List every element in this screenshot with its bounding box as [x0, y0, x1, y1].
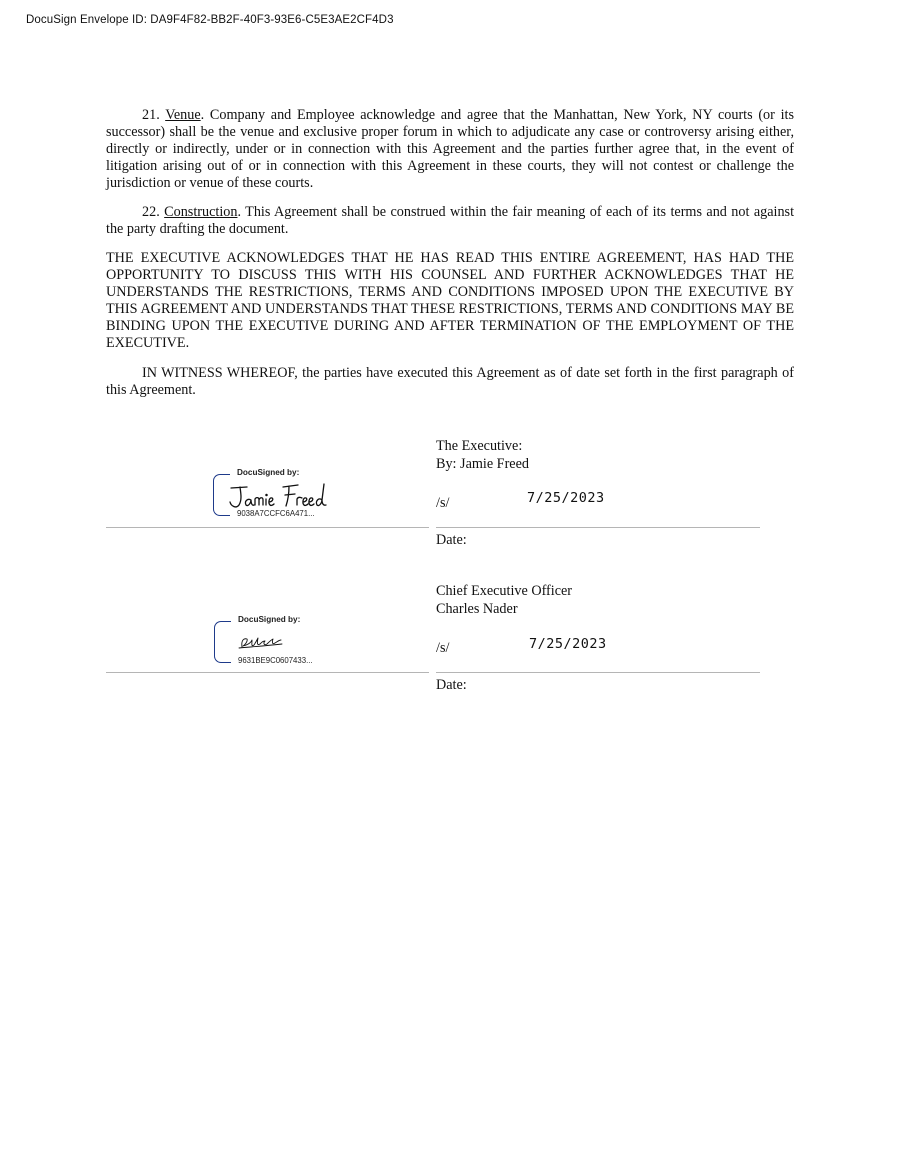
- ceo-date-label: Date:: [436, 677, 467, 693]
- executive-signature-line: [106, 527, 429, 528]
- ceo-date-value: 7/25/2023: [529, 636, 607, 652]
- executive-date-label: Date:: [436, 532, 467, 548]
- acknowledgment-text: THE EXECUTIVE ACKNOWLEDGES THAT HE HAS READ THIS ENTIRE AGREEMENT, HAS HAD THE OPPORTUNITY TO DISCUSS THIS WITH HIS COUNSEL AND FURTHER ACKNOWLEDGES THAT HE UNDERSTANDS THE RESTRICTIONS, TERMS AND CONDITIONS IMPOSED UPON THE EXECUTIVE BY THIS AGREEMENT AND UNDERSTANDS THAT THESE RESTRICTIONS, TERMS AND CONDITIONS MAY BE BINDING UPON THE EXECUTIVE DURING AND AFTER TERMINATION OF THE EMPLOYMENT OF THE EXECUTIVE.: [106, 250, 794, 351]
- envelope-id: DocuSign Envelope ID: DA9F4F82-BB2F-40F3-93E6-C5E3AE2CF4D3: [26, 14, 394, 26]
- section-22-heading: Construction: [164, 204, 238, 220]
- section-21-text: . Company and Employee acknowledge and agree that the Manhattan, New York, NY courts (or its successor) shall be the venue and exclusive proper forum in which to adjudicate any case or controversy arising either, directly or indirectly, under or in connection with this Agreement and the parties further agree that, in the event of litigation arising out of or in connection with this Agreement in these courts, they will not contest or challenge the jurisdiction or venue of these courts.: [106, 107, 794, 191]
- docusign-envelope-hash: 9038A7CCFC6A471...: [237, 509, 315, 518]
- executive-title: The Executive:: [436, 438, 523, 454]
- ceo-slash-s: /s/: [436, 640, 450, 656]
- executive-date-line: [436, 527, 760, 528]
- docusign-envelope-hash: 9631BE9C0607433...: [238, 656, 313, 665]
- ceo-signature-line: [106, 672, 429, 673]
- acknowledgment-paragraph: [106, 250, 794, 352]
- section-21-number: 21.: [142, 107, 166, 123]
- docusign-stamp-ceo: [214, 615, 339, 669]
- docusign-stamp-executive: [213, 468, 338, 522]
- ceo-title: Chief Executive Officer: [436, 583, 573, 599]
- executive-date-value: 7/25/2023: [527, 490, 605, 506]
- witness-paragraph: [106, 365, 794, 399]
- section-22-number: 22.: [142, 204, 165, 220]
- section-21-heading: Venue: [165, 107, 201, 123]
- signature-charles-nader: [224, 625, 336, 657]
- ceo-date-line: [436, 672, 760, 673]
- ceo-name: Charles Nader: [436, 601, 518, 617]
- section-21: [106, 107, 794, 192]
- docusign-label: DocuSigned by:: [237, 468, 300, 477]
- witness-text: IN WITNESS WHEREOF, the parties have executed this Agreement as of date set forth in the first paragraph of this Agreement.: [106, 365, 794, 398]
- docusign-label: DocuSigned by:: [238, 615, 301, 624]
- executive-name: By: Jamie Freed: [436, 456, 529, 472]
- section-22-text: . This Agreement shall be construed within the fair meaning of each of its terms and not against the party drafting the document.: [106, 204, 795, 237]
- signature-jamie-freed: [223, 478, 335, 510]
- executive-slash-s: /s/: [436, 495, 450, 511]
- section-22: [106, 204, 794, 238]
